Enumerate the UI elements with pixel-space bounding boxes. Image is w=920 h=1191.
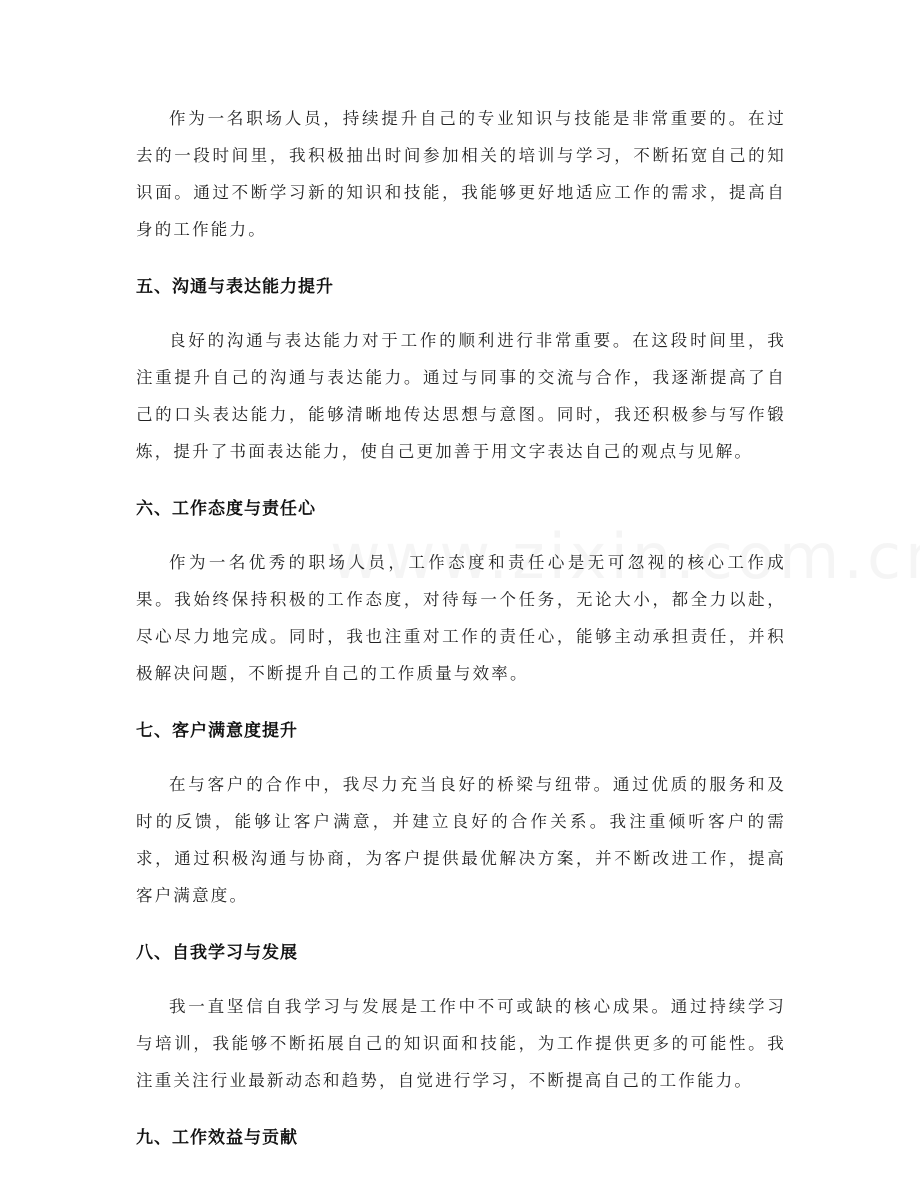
intro-paragraph: 作为一名职场人员，持续提升自己的专业知识与技能是非常重要的。在过去的一段时间里，我积极抽出时间参加相关的培训与学习，不断拓宽自己的知识面。通过不断学习新的知识和技能，我能够更好地适应工作的需求，提高自身的工作能力。 xyxy=(136,109,786,239)
section-heading-5: 五、沟通与表达能力提升 xyxy=(136,277,334,297)
document-body xyxy=(136,100,786,1153)
section-heading-8: 八、自我学习与发展 xyxy=(136,943,298,963)
section-heading-6: 六、工作态度与责任心 xyxy=(136,499,316,519)
section-heading-9: 九、工作效益与贡献 xyxy=(136,1128,298,1148)
section-paragraph-5: 良好的沟通与表达能力对于工作的顺利进行非常重要。在这段时间里，我注重提升自己的沟通与表达能力。通过与同事的交流与合作，我逐渐提高了自己的口头表达能力，能够清晰地传达思想与意图。同时，我还积极参与写作锻炼，提升了书面表达能力，使自己更加善于用文字表达自己的观点与见解。 xyxy=(136,331,786,461)
section-paragraph-6: 作为一名优秀的职场人员，工作态度和责任心是无可忽视的核心工作成果。我始终保持积极的工作态度，对待每一个任务，无论大小，都全力以赴，尽心尽力地完成。同时，我也注重对工作的责任心，能够主动承担责任，并积极解决问题，不断提升自己的工作质量与效率。 xyxy=(136,553,786,683)
section-paragraph-7: 在与客户的合作中，我尽力充当良好的桥梁与纽带。通过优质的服务和及时的反馈，能够让客户满意，并建立良好的合作关系。我注重倾听客户的需求，通过积极沟通与协商，为客户提供最优解决方案，并不断改进工作，提高客户满意度。 xyxy=(136,775,786,905)
section-paragraph-8: 我一直坚信自我学习与发展是工作中不可或缺的核心成果。通过持续学习与培训，我能够不断拓展自己的知识面和技能，为工作提供更多的可能性。我注重关注行业最新动态和趋势，自觉进行学习，不断提高自己的工作能力。 xyxy=(136,997,786,1090)
section-heading-7: 七、客户满意度提升 xyxy=(136,721,298,741)
